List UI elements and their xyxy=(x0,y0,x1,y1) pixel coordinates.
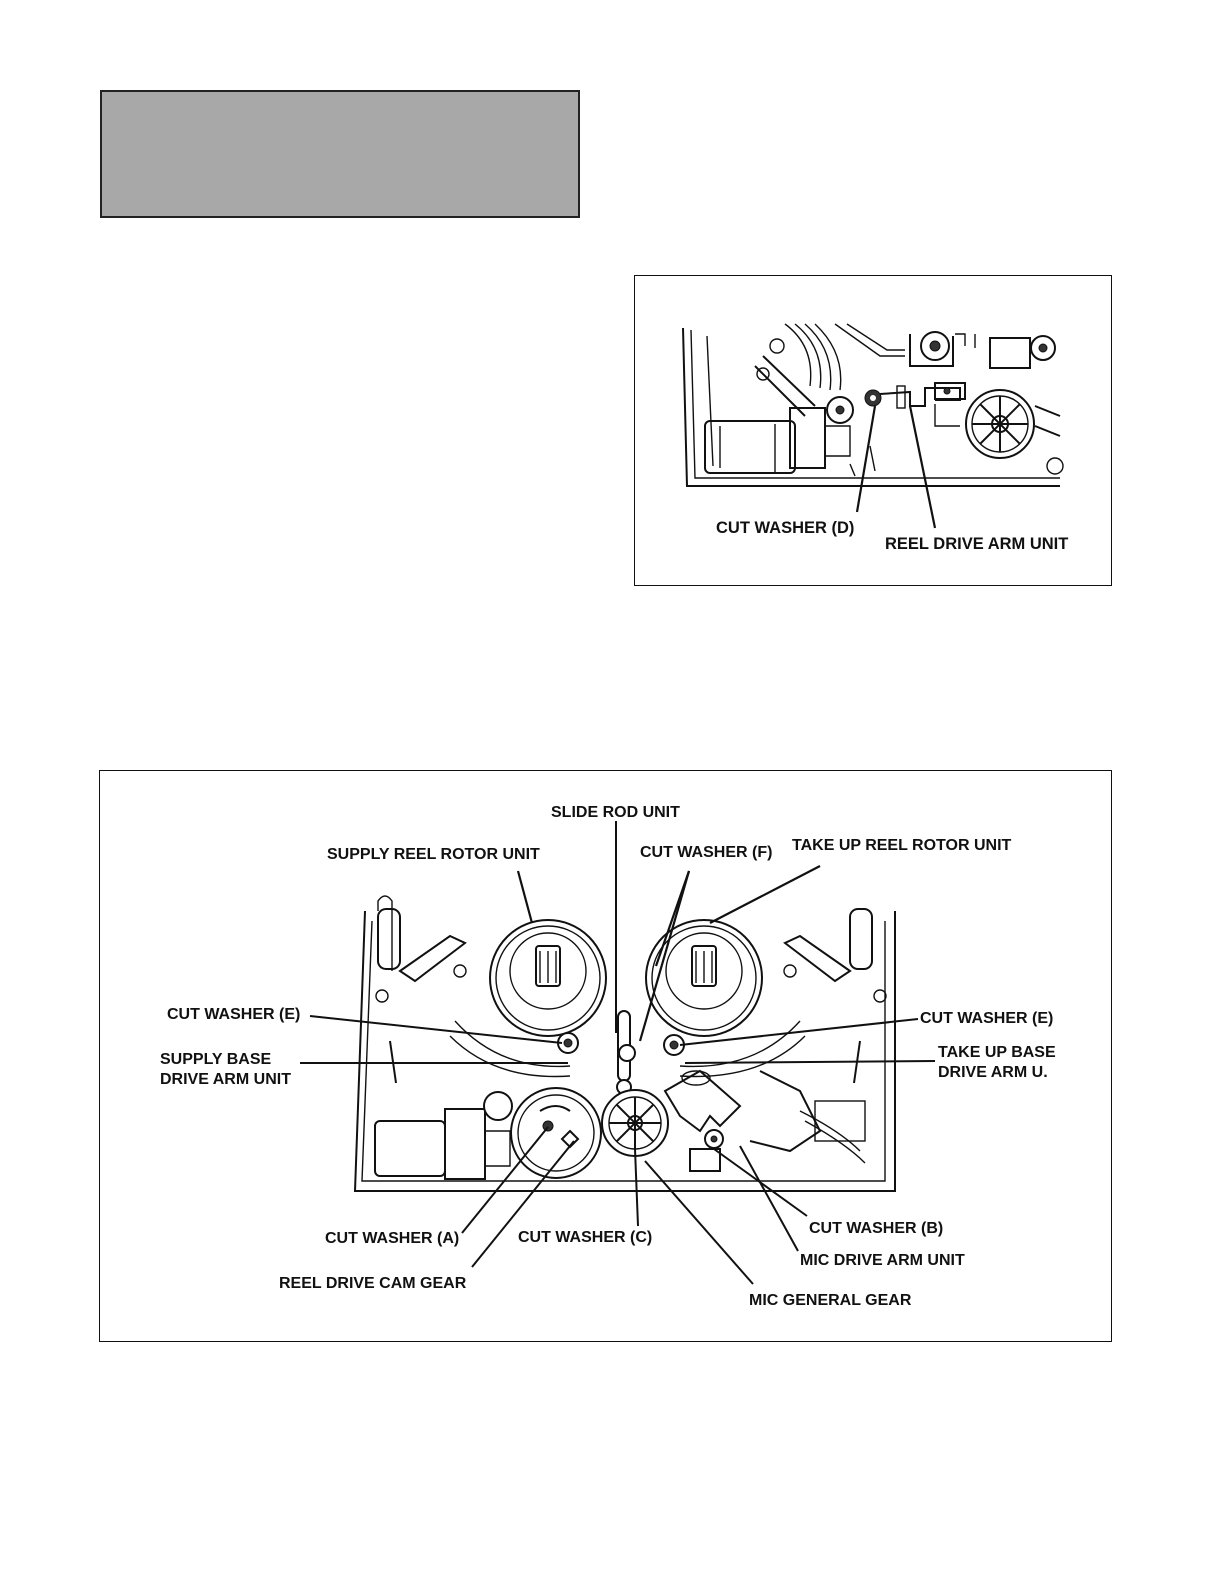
label-cut-washer-b: CUT WASHER (B) xyxy=(809,1220,944,1237)
label-cut-washer-a: CUT WASHER (A) xyxy=(325,1230,460,1247)
label-cut-washer-f: CUT WASHER (F) xyxy=(640,844,773,861)
label-mic-drive-arm-unit: MIC DRIVE ARM UNIT xyxy=(800,1252,965,1269)
mechanism-drawing xyxy=(355,896,895,1191)
figure2-illustration xyxy=(100,771,1111,1341)
pointer-reel-drive-arm xyxy=(910,406,935,528)
figure1-illustration xyxy=(635,276,1111,585)
label-mic-general-gear: MIC GENERAL GEAR xyxy=(749,1292,912,1309)
label-slide-rod-unit: SLIDE ROD UNIT xyxy=(551,804,680,821)
figure-reel-rotor-assembly xyxy=(99,770,1112,1342)
label-supply-reel-rotor-unit: SUPPLY REEL ROTOR UNIT xyxy=(327,846,540,863)
label-reel-drive-arm-unit: REEL DRIVE ARM UNIT xyxy=(885,535,1069,553)
label-take-up-reel-rotor-unit: TAKE UP REEL ROTOR UNIT xyxy=(792,837,1012,854)
label-take-up-base-line2: DRIVE ARM U. xyxy=(938,1064,1048,1081)
chassis-drawing xyxy=(683,324,1063,486)
label-cut-washer-c: CUT WASHER (C) xyxy=(518,1229,653,1246)
label-cut-washer-e-left: CUT WASHER (E) xyxy=(167,1006,301,1023)
label-supply-base-line2: DRIVE ARM UNIT xyxy=(160,1071,291,1088)
figure-reel-drive-arm xyxy=(634,275,1112,586)
label-cut-washer-e-right: CUT WASHER (E) xyxy=(920,1010,1054,1027)
header-box xyxy=(100,90,580,218)
label-supply-base-line1: SUPPLY BASE xyxy=(160,1051,272,1068)
label-take-up-base-line1: TAKE UP BASE xyxy=(938,1044,1056,1061)
label-cut-washer-d: CUT WASHER (D) xyxy=(716,519,855,537)
label-reel-drive-cam-gear: REEL DRIVE CAM GEAR xyxy=(279,1275,467,1292)
